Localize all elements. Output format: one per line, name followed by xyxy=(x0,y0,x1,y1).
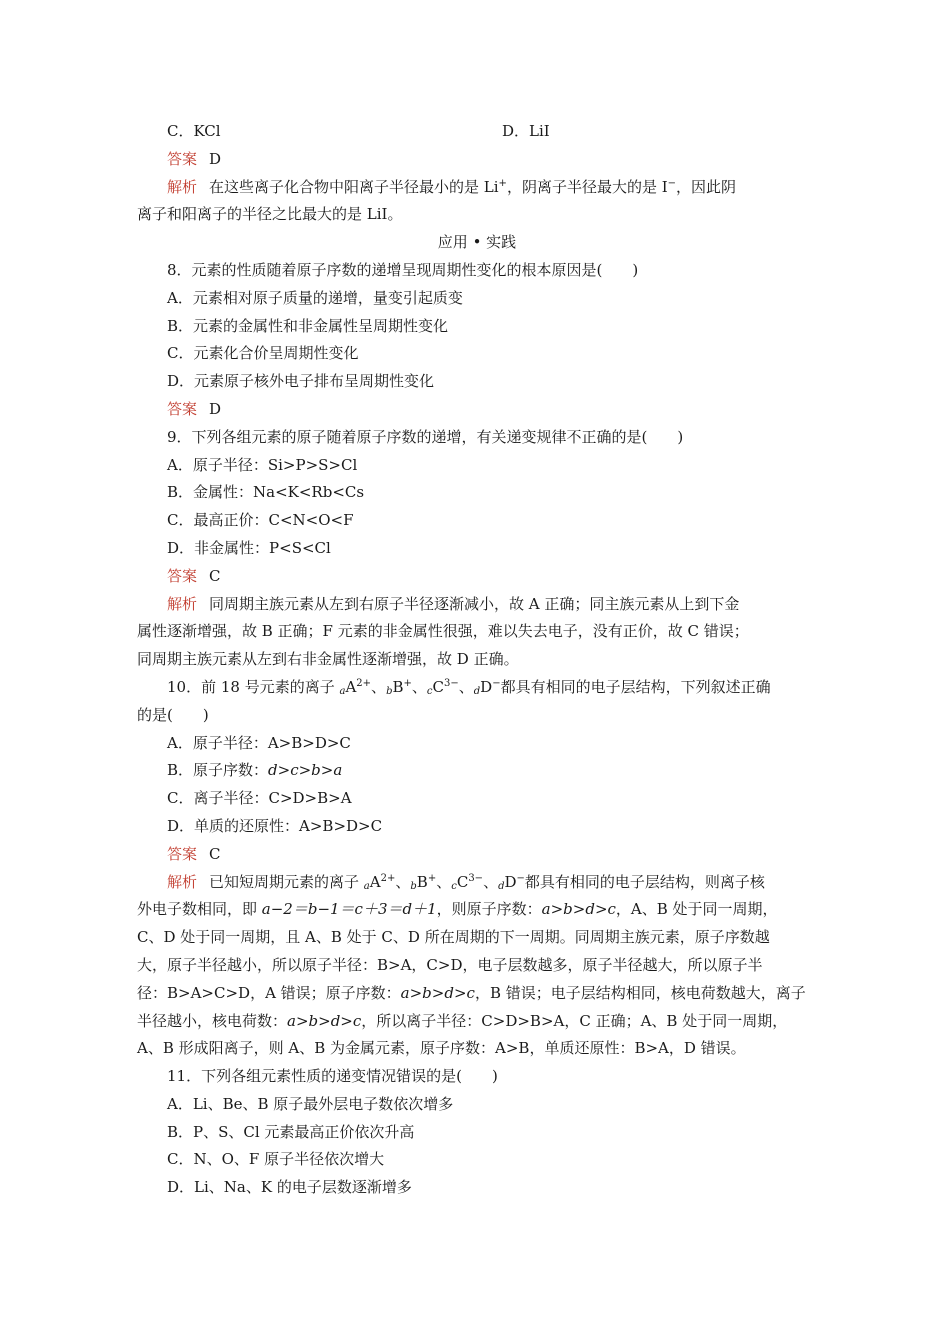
q10-option-b: B．原子序数：d>c>b>a xyxy=(167,761,343,780)
q7-option-c: C．KCl xyxy=(167,122,221,140)
q7-answer xyxy=(137,146,817,174)
explanation-label: 解析 xyxy=(167,177,198,196)
q10-explanation-line-5: 径：B>A>C>D，A 错误；原子序数：a>b>d>c，B 错误；电子层结构相同，核电荷数越大，离子 xyxy=(137,983,806,1002)
q11-stem: 11．下列各组元素性质的递变情况错误的是( ) xyxy=(167,1067,498,1086)
q8-answer xyxy=(137,396,817,424)
answer-label: 答案 xyxy=(167,566,198,585)
q7-option-d: D．LiI xyxy=(502,122,550,140)
q10-answer xyxy=(137,841,817,869)
q9-option-b: B．金属性：Na<K<Rb<Cs xyxy=(167,483,365,502)
q10-explanation-line-7: A、B 形成阳离子，则 A、B 为金属元素，原子序数：A>B，单质还原性：B>A，D 错误。 xyxy=(137,1039,746,1058)
explanation-label: 解析 xyxy=(167,872,198,891)
q8-option-b: B．元素的金属性和非金属性呈周期性变化 xyxy=(167,316,449,335)
answer-label: 答案 xyxy=(167,399,198,418)
q9-option-c: C．最高正价：C<N<O<F xyxy=(167,511,354,530)
answer-label: 答案 xyxy=(167,844,198,863)
q7-options xyxy=(137,118,817,146)
q10-stem-line-2: 的是( ) xyxy=(137,705,209,724)
q9-explanation-line-2: 属性逐渐增强，故 B 正确；F 元素的非金属性很强，难以失去电子，没有正价，故 C 错误； xyxy=(137,622,749,641)
q10-explanation-line-4: 大，原子半径越小，所以原子半径：B>A，C>D，电子层数越多，原子半径越大，所以原子半 xyxy=(137,955,763,974)
q10-option-d: D．单质的还原性：A>B>D>C xyxy=(167,816,383,835)
q10-explanation-line-6: 半径越小，核电荷数：a>b>d>c，所以离子半径：C>D>B>A，C 正确；A、B 处于同一周期， xyxy=(137,1011,788,1030)
answer-value: C xyxy=(209,844,221,863)
q10-option-a: A．原子半径：A>B>D>C xyxy=(167,733,351,752)
answer-value: C xyxy=(209,566,221,585)
q9-explanation-line-3: 同周期主族元素从左到右非金属性逐渐增强，故 D 正确。 xyxy=(137,650,519,669)
document-page xyxy=(137,118,817,1202)
q7-explanation-line-2: 离子和阳离子的半径之比最大的是 LiI。 xyxy=(137,205,403,224)
answer-value: D xyxy=(209,399,222,418)
q8-option-d: D．元素原子核外电子排布呈周期性变化 xyxy=(167,372,435,391)
q8-stem: 8．元素的性质随着原子序数的递增呈现周期性变化的根本原因是( ) xyxy=(167,260,639,279)
answer-label: 答案 xyxy=(167,149,198,168)
q9-stem: 9．下列各组元素的原子随着原子序数的递增，有关递变规律不正确的是( ) xyxy=(167,427,684,446)
explanation-label: 解析 xyxy=(167,594,198,613)
section-heading: 应用 • 实践 xyxy=(437,233,517,252)
answer-value: D xyxy=(209,149,222,168)
q10-explanation-line-2: 外电子数相同，即 a−2＝b−1＝c＋3＝d＋1，则原子序数：a>b>d>c，A、B 处于同一周期， xyxy=(137,900,778,919)
q9-answer xyxy=(137,563,817,591)
q10-explanation-line-3: C、D 处于同一周期，且 A、B 处于 C、D 所在周期的下一周期。同周期主族元素，原子序数越 xyxy=(137,928,770,947)
q11-option-a: A．Li、Be、B 原子最外层电子数依次增多 xyxy=(167,1094,454,1113)
q10-option-c: C．离子半径：C>D>B>A xyxy=(167,789,352,808)
q8-option-c: C．元素化合价呈周期性变化 xyxy=(167,344,359,363)
q11-option-b: B．P、S、Cl 元素最高正价依次升高 xyxy=(167,1122,415,1141)
q10-stem-line-1: 10．前 18 号元素的离子 $aA^{2+}$、bB+、$cC^{3-}$、dD−都具有相同的电子层结构，下列叙述正确 xyxy=(167,677,771,697)
q7-explanation-line-1: 解析 在这些离子化合物中阳离子半径最小的是 Li+，阴离子半径最大的是 I−，因此阴 xyxy=(167,177,737,196)
q11-option-d: D．Li、Na、K 的电子层数逐渐增多 xyxy=(167,1178,412,1197)
q9-explanation-line-1: 解析 同周期主族元素从左到右原子半径逐渐减小，故 A 正确；同主族元素从上到下金 xyxy=(167,594,740,613)
q9-option-d: D．非金属性：P<S<Cl xyxy=(167,538,331,557)
q8-option-a: A．元素相对原子质量的递增，量变引起质变 xyxy=(167,288,463,307)
q11-option-c: C．N、O、F 原子半径依次增大 xyxy=(167,1150,385,1169)
q10-explanation-line-1: 解析 已知短周期元素的离子 $aA^{2+}$、bB+、$cC^{3-}$、dD−都具有相同的电子层结构，则离子核 xyxy=(167,872,765,892)
q9-option-a: A．原子半径：Si>P>S>Cl xyxy=(167,455,358,474)
